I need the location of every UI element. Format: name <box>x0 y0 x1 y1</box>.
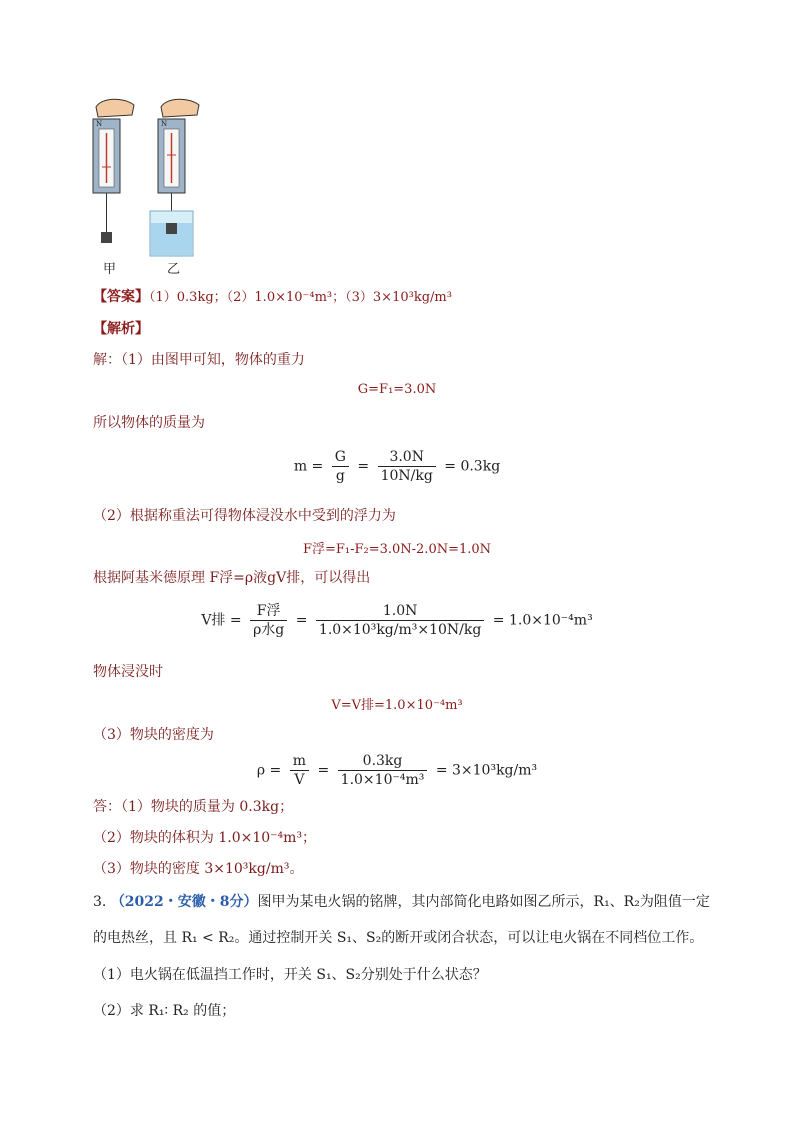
immersed-text: 物体浸没时 <box>93 664 163 680</box>
answer-tag: 【答案】 <box>93 289 149 305</box>
eq-density-frac1: $\frac{m}{V}$ <box>290 752 309 789</box>
eq-density: ρ = $\frac{m}{V}$ = $\frac{0.3kg}{\text{1.0×10⁻⁴m³}}$ = 3×10³kg/m³ <box>256 753 538 788</box>
answer-text: （1）0.3kg；（2）1.0×10⁻⁴m³；（3）3×10³kg/m³ <box>149 290 452 305</box>
question3-source: （2022・安徽・8分） <box>110 894 258 910</box>
eq-mass-result: = 0.3kg <box>444 458 501 475</box>
question3-text-line1: 图甲为某电火锅的铭牌，其内部简化电路如图乙所示，R₁、R₂为阻值一定 <box>257 894 710 910</box>
eq-volume: V排 = $\frac{\text{F浮}}{\text{ρ水g}}$ = $\frac{1.0N}{\text{1.0×10³kg/m³×10N/kg}}$ = 1.0×10⁻⁴m³ <box>201 603 593 638</box>
eq-volume-lhs: V排 = <box>201 612 242 629</box>
eq-density-result: = 3×10³kg/m³ <box>435 762 538 779</box>
analysis-intro: 解：（1）由图甲可知，物体的重力 <box>93 352 305 368</box>
answer-line <box>93 287 452 308</box>
scale-unit-a: N <box>96 120 103 128</box>
conclusion-2: （2）物块的体积为 1.0×10⁻⁴m³； <box>93 830 317 846</box>
eq-volume-frac2: $\frac{1.0N}{\text{1.0×10³kg/m³×10N/kg}}$ <box>316 602 484 639</box>
conclusion-1: 答：（1）物块的质量为 0.3kg； <box>93 799 294 815</box>
analysis-tag: 【解析】 <box>93 321 149 337</box>
eq-mass-frac1: $\frac{G}{g}$ <box>332 448 349 485</box>
figure-label-a: 甲 <box>103 262 117 277</box>
eq-mass: m = $\frac{G}{g}$ = $\frac{3.0N}{10N/kg}$ = 0.3kg <box>293 449 501 484</box>
conclusion-3: （3）物块的密度 3×10³kg/m³。 <box>93 861 304 877</box>
arch-text: 根据阿基米德原理 F浮=ρ液gV排，可以得出 <box>93 570 371 586</box>
spring-scale-b <box>150 99 199 256</box>
question3-line2: 的电热丝，且 R₁ < R₂。通过控制开关 S₁、S₂的断开或闭合状态，可以让电火锅在不同档位工作。 <box>93 930 704 946</box>
question3-line1 <box>93 892 710 912</box>
buoy-text: （2）根据称重法可得物体浸没水中受到的浮力为 <box>93 508 396 524</box>
question3-sub2: （2）求 R₁∶ R₂ 的值； <box>93 1003 236 1019</box>
eq-buoy: F浮=F₁-F₂=3.0N-2.0N=1.0N <box>302 542 492 557</box>
eq-volume-result: = 1.0×10⁻⁴m³ <box>492 612 593 629</box>
eq-mass-frac2: $\frac{3.0N}{10N/kg}$ <box>378 448 436 485</box>
eq-volume-frac1: $\frac{\text{F浮}}{\text{ρ水g}}$ <box>250 602 287 639</box>
eq-density-frac2: $\frac{0.3kg}{\text{1.0×10⁻⁴m³}}$ <box>338 752 428 789</box>
density-text: （3）物块的密度为 <box>93 727 214 743</box>
eq-weight: G=F₁=3.0N <box>357 382 437 397</box>
eq-v: V=V排=1.0×10⁻⁴m³ <box>331 698 463 713</box>
question3-sub1: （1）电火锅在低温挡工作时，开关 S₁、S₂分别处于什么状态？ <box>93 967 487 983</box>
figure-label-b: 乙 <box>167 262 181 277</box>
eq-mass-lhs: m = <box>293 458 324 475</box>
spring-scale-figure <box>88 95 208 280</box>
mass-text: 所以物体的质量为 <box>93 415 205 431</box>
scale-unit-b: N <box>161 120 168 128</box>
eq-density-lhs: ρ = <box>256 762 282 779</box>
question3-number: 3. <box>93 894 107 910</box>
